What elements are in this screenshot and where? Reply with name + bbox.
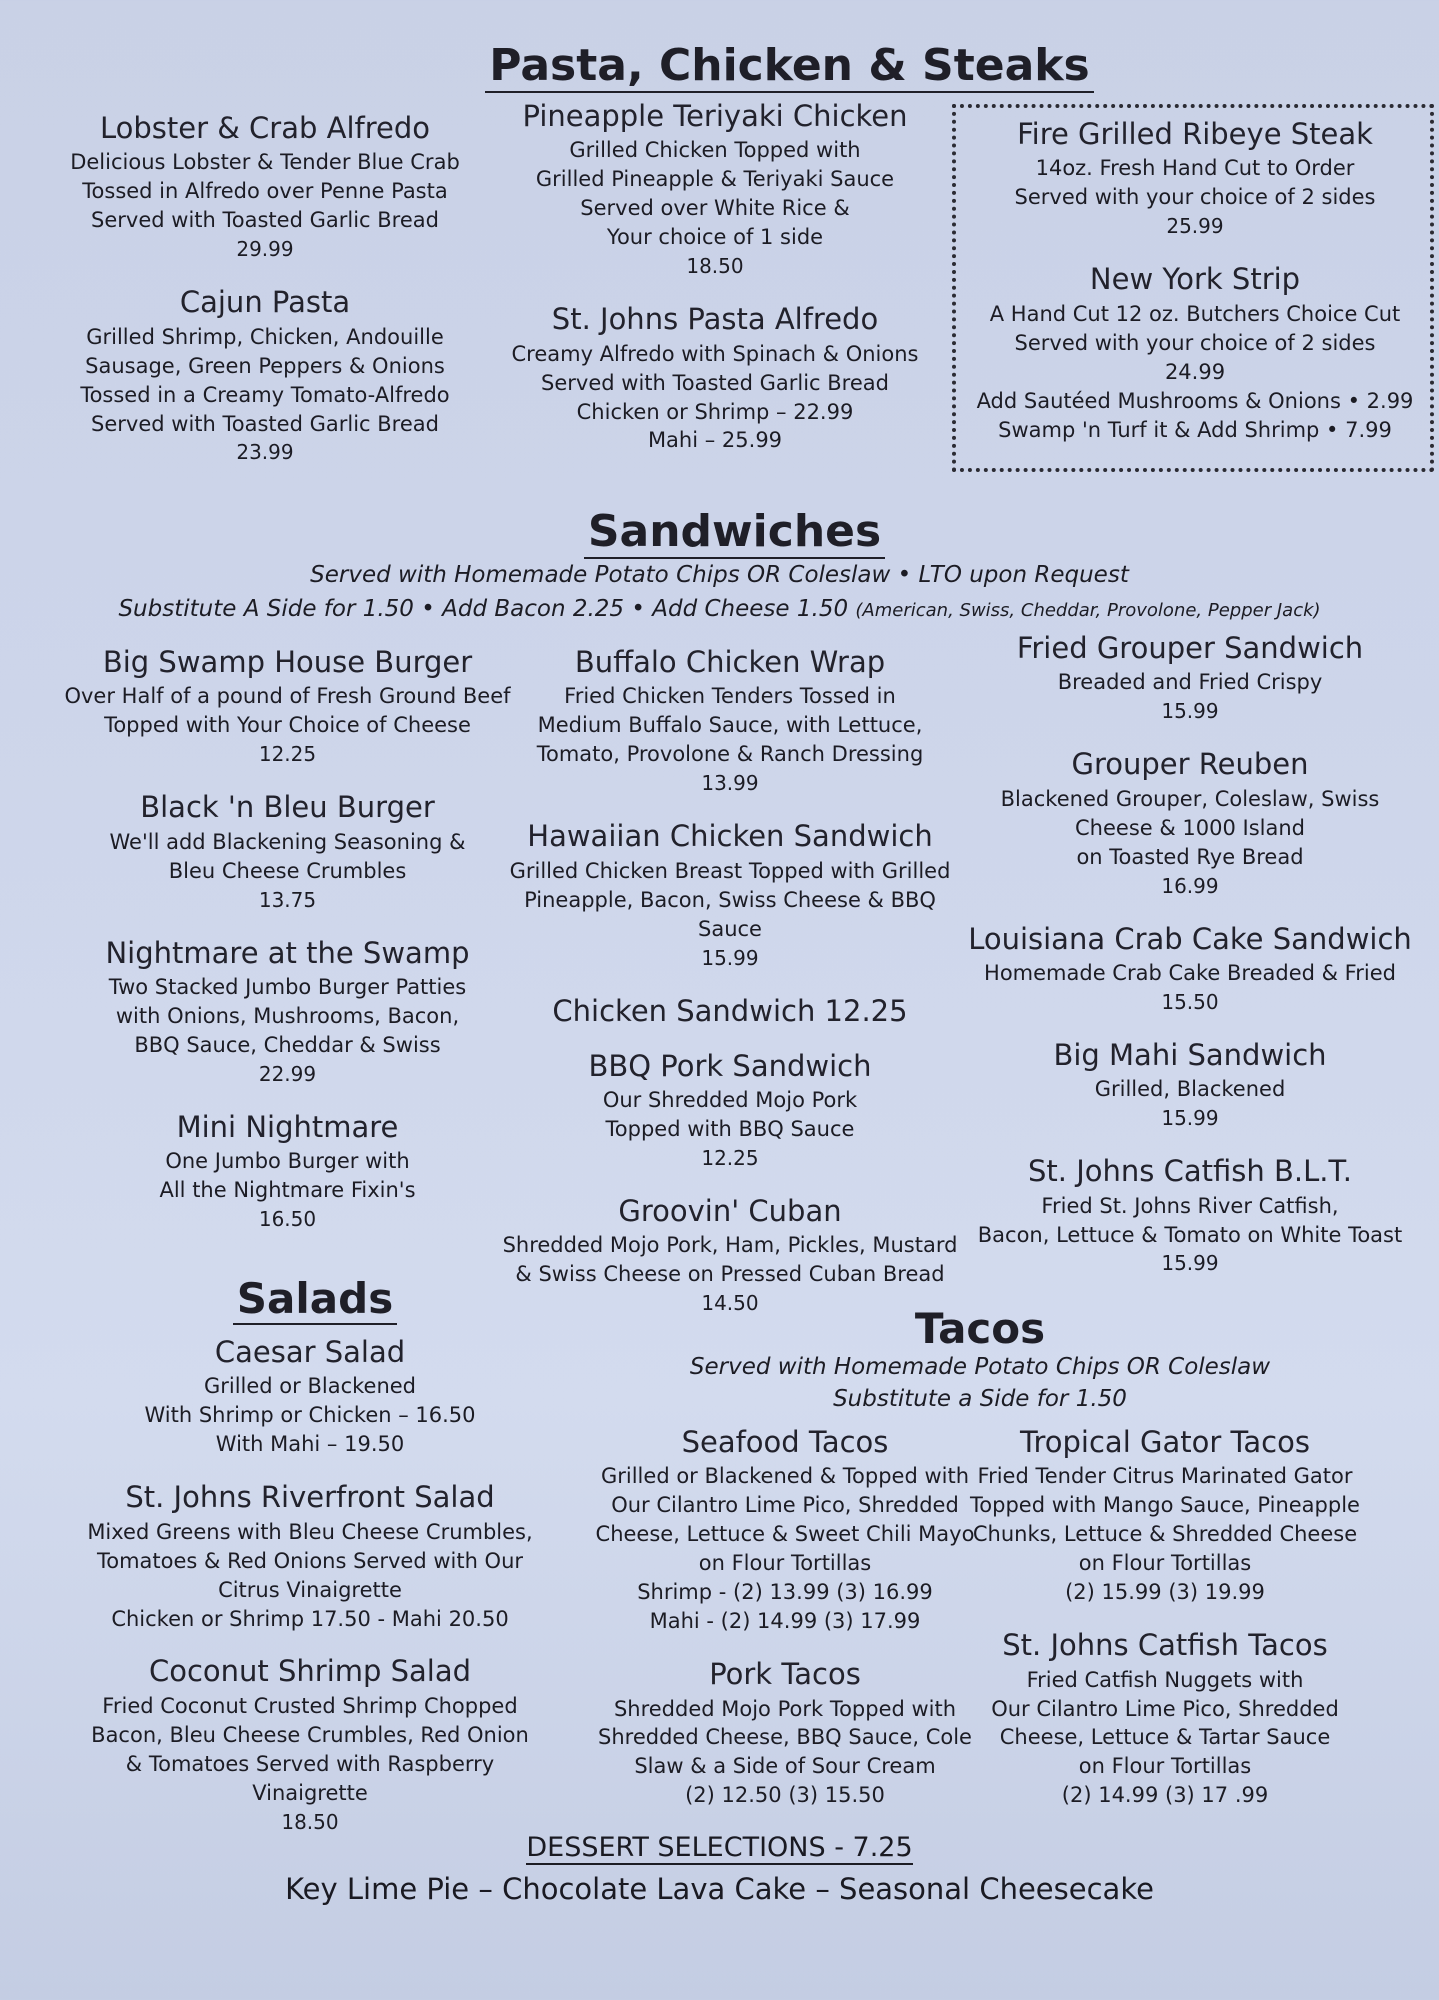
menu-item-description: Grilled Shrimp, Chicken, Andouille	[86, 324, 444, 349]
menu-item-description: Served with your choice of 2 sides	[1014, 330, 1376, 355]
menu-item-description: Medium Buffalo Sauce, with Lettuce,	[537, 713, 923, 738]
menu-item-description: Grilled, Blackened	[1094, 1077, 1286, 1102]
menu-item-description: with Onions, Mushrooms, Bacon,	[115, 1003, 460, 1028]
menu-item-description: Delicious Lobster & Tender Blue Crab	[70, 150, 460, 175]
menu-item-name: Fire Grilled Ribeye Steak	[1017, 117, 1373, 151]
menu-item	[500, 820, 960, 972]
menu-item-description: & Tomatoes Served with Raspberry	[125, 1751, 495, 1776]
menu-item-description: Bacon, Bleu Cheese Crumbles, Red Onion	[91, 1722, 529, 1747]
menu-item-description: Served with Toasted Garlic Bread	[91, 208, 439, 233]
dessert-items: Key Lime Pie – Chocolate Lava Cake – Seasonal Cheesecake	[285, 1872, 1154, 1906]
menu-item-description: Add Sautéed Mushrooms & Onions • 2.99	[976, 388, 1414, 413]
menu-item-description: Chunks, Lettuce & Shredded Cheese	[972, 1522, 1358, 1547]
menu-item-description: Our Cilantro Lime Pico, Shredded	[611, 1493, 959, 1518]
menu-item	[970, 1629, 1360, 1810]
menu-item-name: Big Mahi Sandwich	[1053, 1037, 1327, 1072]
menu-item-description: All the Nightmare Fixin's	[159, 1178, 416, 1203]
menu-item	[490, 303, 940, 455]
menu-item-description: Pineapple, Bacon, Swiss Cheese & BBQ Sauce	[524, 887, 936, 941]
menu-item-description: Grilled Chicken Breast Topped with Grilled	[509, 858, 951, 883]
menu-item-price: 13.75	[258, 887, 317, 912]
menu-item-name: New York Strip	[1089, 262, 1301, 297]
sandwiches-note-1: Served with Homemade Potato Chips OR Coleslaw • LTO upon Request	[310, 562, 1129, 588]
menu-item	[60, 1655, 560, 1836]
section-title-tacos: Tacos	[914, 1304, 1046, 1353]
sandwiches-column-left	[55, 646, 520, 1256]
menu-item	[55, 937, 520, 1089]
menu-item-description: Topped with Your Choice of Cheese	[104, 713, 471, 738]
menu-item	[960, 263, 1430, 444]
menu-item-description: Served over White Rice &	[580, 196, 850, 221]
menu-item-description: Topped with Mango Sauce, Pineapple	[970, 1493, 1360, 1518]
menu-item-description: We'll add Blackening Seasoning &	[109, 829, 466, 854]
menu-item-price: 15.50	[1161, 989, 1219, 1014]
menu-item-description: Fried Chicken Tenders Tossed in	[564, 684, 896, 709]
menu-item-description: Over Half of a pound of Fresh Ground Beef	[64, 684, 511, 709]
menu-item-price: 12.25	[258, 742, 317, 767]
dessert-title: DESSERT SELECTIONS - 7.25	[526, 1832, 913, 1863]
menu-item-name: Nightmare at the Swamp	[105, 935, 470, 970]
menu-item	[40, 112, 490, 264]
menu-item	[960, 1155, 1420, 1278]
menu-item-description: Bleu Cheese Crumbles	[168, 858, 407, 883]
menu-item-description: Chicken or Shrimp 17.50 - Mahi 20.50	[111, 1606, 509, 1631]
menu-item-price: 18.50	[281, 1809, 339, 1834]
menu-item-name: St. Johns Catfish Tacos	[1002, 1628, 1328, 1663]
salads-column	[60, 1336, 560, 1859]
menu-item	[500, 646, 960, 798]
menu-item-name: Caesar Salad	[214, 1335, 406, 1369]
menu-item-description: Cheese & 1000 Island	[1075, 815, 1305, 840]
menu-item-price: 15.99	[1161, 699, 1219, 724]
menu-item	[40, 286, 490, 467]
menu-item-description: Blackened Grouper, Coleslaw, Swiss	[1000, 786, 1380, 811]
menu-item	[500, 995, 960, 1028]
menu-item-description: Cheese, Lettuce & Tartar Sauce	[999, 1725, 1331, 1750]
menu-item	[500, 1050, 960, 1173]
menu-item-description: Served with Toasted Garlic Bread	[541, 370, 889, 395]
menu-item-name: St. Johns Pasta Alfredo	[551, 302, 879, 337]
pasta-column-left	[40, 112, 490, 489]
menu-item-name: BBQ Pork Sandwich	[588, 1048, 872, 1083]
menu-item-description: Grilled or Blackened & Topped with	[600, 1464, 969, 1489]
menu-item-description: on Toasted Rye Bread	[1076, 844, 1304, 869]
menu-item-description: Tomatoes & Red Onions Served with Our	[96, 1548, 524, 1573]
menu-item-description: Grilled Chicken Topped with	[569, 138, 861, 163]
menu-item-name: Hawaiian Chicken Sandwich	[527, 819, 933, 854]
menu-item-description: Tossed in Alfredo over Penne Pasta	[82, 179, 448, 204]
menu-item-description: Breaded and Fried Crispy	[1057, 670, 1323, 695]
menu-item-price: 15.99	[1161, 1251, 1219, 1276]
menu-item-description: (2) 12.50 (3) 15.50	[685, 1783, 885, 1808]
menu-item-description: Fried Tender Citrus Marinated Gator	[977, 1464, 1353, 1489]
menu-item-description: With Mahi – 19.50	[215, 1432, 405, 1457]
menu-item-price: 13.99	[701, 771, 759, 796]
menu-item-description: Topped with BBQ Sauce	[605, 1117, 855, 1142]
menu-item-price: 14.50	[701, 1291, 759, 1316]
sandwiches-column-right	[960, 632, 1420, 1300]
menu-item-description: Your choice of 1 side	[606, 225, 824, 250]
menu-item-description: Fried Catfish Nuggets with	[1026, 1667, 1304, 1692]
menu-item-name: Cajun Pasta	[179, 285, 351, 320]
menu-item-description: With Shrimp or Chicken – 16.50	[144, 1403, 476, 1428]
menu-item-name: Chicken Sandwich 12.25	[552, 993, 908, 1028]
menu-item-name: Coconut Shrimp Salad	[148, 1654, 472, 1689]
menu-item	[590, 1426, 980, 1636]
sandwiches-column-middle	[500, 646, 960, 1340]
menu-item-name: Big Swamp House Burger	[102, 645, 473, 679]
menu-item-price: 15.99	[701, 945, 759, 970]
menu-item-description: Vinaigrette	[252, 1780, 368, 1805]
tacos-note-1: Served with Homemade Potato Chips OR Coleslaw	[689, 1354, 1271, 1380]
menu-item-description: Citrus Vinaigrette	[218, 1577, 402, 1602]
menu-item	[970, 1426, 1360, 1607]
menu-item-name: Groovin' Cuban	[618, 1194, 842, 1229]
menu-item-description: Cheese, Lettuce & Sweet Chili Mayo	[595, 1522, 975, 1547]
menu-item-name: Grouper Reuben	[1071, 747, 1309, 782]
menu-item	[55, 791, 520, 914]
menu-item-description: on Flour Tortillas	[698, 1551, 872, 1576]
menu-item-description: Fried St. Johns River Catfish,	[1041, 1193, 1339, 1218]
menu-item-description: Mahi – 25.99	[647, 428, 783, 453]
menu-item-name: St. Johns Catfish B.L.T.	[1028, 1154, 1352, 1189]
menu-item-description: Sausage, Green Peppers & Onions	[85, 353, 445, 378]
menu-item-price: 16.99	[1161, 873, 1219, 898]
tacos-note-2: Substitute a Side for 1.50	[833, 1386, 1127, 1412]
menu-item	[55, 1111, 520, 1234]
menu-item-price: 22.99	[258, 1061, 317, 1086]
menu-item-description: Tomato, Provolone & Ranch Dressing	[536, 742, 924, 767]
menu-item-name: Louisiana Crab Cake Sandwich	[968, 921, 1412, 956]
menu-item-description: Chicken or Shrimp – 22.99	[576, 399, 854, 424]
menu-item-description: Two Stacked Jumbo Burger Patties	[108, 974, 467, 999]
menu-item-description: (2) 15.99 (3) 19.99	[1065, 1580, 1265, 1605]
menu-item-name: Tropical Gator Tacos	[1020, 1425, 1310, 1459]
menu-item-description: Mixed Greens with Bleu Cheese Crumbles,	[87, 1519, 533, 1544]
menu-item-name: Pineapple Teriyaki Chicken	[522, 99, 908, 133]
menu-item-description: 24.99	[1164, 359, 1226, 384]
menu-item-description: on Flour Tortillas	[1078, 1551, 1252, 1576]
menu-item-description: Swamp 'n Turf it & Add Shrimp • 7.99	[998, 417, 1392, 442]
menu-item-description: Tossed in a Creamy Tomato-Alfredo	[80, 382, 450, 407]
menu-item-description: Our Shredded Mojo Pork	[602, 1088, 858, 1113]
menu-item-price: 16.50	[258, 1207, 317, 1232]
menu-item	[960, 923, 1420, 1017]
menu-item-description: Homemade Crab Cake Breaded & Fried	[984, 960, 1396, 985]
menu-item-description: Served with your choice of 2 sides	[1014, 185, 1376, 210]
menu-item-name: Mini Nightmare	[176, 1109, 399, 1144]
menu-item	[960, 1039, 1420, 1133]
menu-item-description: Slaw & a Side of Sour Cream	[634, 1754, 936, 1779]
menu-item-description: Mahi - (2) 14.99 (3) 17.99	[649, 1609, 921, 1634]
menu-item-price: 23.99	[236, 440, 294, 465]
menu-item-description: BBQ Sauce, Cheddar & Swiss	[134, 1032, 441, 1057]
menu-item-price: 12.25	[701, 1146, 759, 1171]
menu-item-description: Shrimp - (2) 13.99 (3) 16.99	[637, 1580, 933, 1605]
section-title-pasta: Pasta, Chicken & Steaks	[70, 40, 1439, 91]
menu-item-description: Bacon, Lettuce & Tomato on White Toast	[977, 1222, 1403, 1247]
menu-item-description: Fried Coconut Crusted Shrimp Chopped	[102, 1693, 518, 1718]
menu-item	[960, 632, 1420, 726]
menu-item-description: Grilled Pineapple & Teriyaki Sauce	[535, 167, 895, 192]
menu-item-description: A Hand Cut 12 oz. Butchers Choice Cut	[989, 301, 1401, 326]
menu-item	[60, 1481, 560, 1633]
menu-item-price: 15.99	[1161, 1106, 1219, 1131]
menu-item-price: 29.99	[236, 237, 294, 262]
menu-item-description: 14oz. Fresh Hand Cut to Order	[1035, 156, 1355, 181]
menu-item-name: Fried Grouper Sandwich	[1016, 631, 1364, 665]
tacos-column-right	[970, 1426, 1360, 1832]
tacos-column-left	[590, 1426, 980, 1832]
menu-item-name: Buffalo Chicken Wrap	[574, 645, 886, 679]
menu-item-description: (2) 14.99 (3) 17 .99	[1061, 1783, 1269, 1808]
menu-item-description: Shredded Cheese, BBQ Sauce, Cole	[598, 1725, 972, 1750]
section-title-salads: Salads	[0, 1274, 630, 1323]
menu-item-description: One Jumbo Burger with	[165, 1149, 410, 1174]
section-title-sandwiches: Sandwiches	[15, 506, 1439, 557]
menu-item-description: on Flour Tortillas	[1078, 1754, 1252, 1779]
menu-item-description: Creamy Alfredo with Spinach & Onions	[511, 341, 919, 366]
menu-item-description: Grilled or Blackened	[203, 1374, 417, 1399]
menu-item-price: 25.99	[1166, 214, 1224, 239]
menu-item-name: Black 'n Bleu Burger	[140, 790, 435, 825]
menu-item	[490, 100, 940, 281]
menu-item	[960, 118, 1430, 241]
menu-item-name: Seafood Tacos	[681, 1425, 889, 1459]
menu-item-description: Shredded Mojo Pork, Ham, Pickles, Mustard	[502, 1233, 958, 1258]
menu-item	[55, 646, 520, 769]
menu-item-name: Lobster & Crab Alfredo	[99, 111, 431, 145]
menu-item-description: Served with Toasted Garlic Bread	[91, 411, 439, 436]
pasta-column-right	[960, 118, 1430, 466]
menu-item-description: Shredded Mojo Pork Topped with	[613, 1696, 957, 1721]
menu-item	[590, 1658, 980, 1810]
menu-item	[60, 1336, 560, 1459]
sandwiches-note-2: Substitute A Side for 1.50 • Add Bacon 2.25 • Add Cheese 1.50 (American, Swiss, Cheddar, Provolone, Pepper Jack)	[118, 596, 1321, 622]
menu-item-name: St. Johns Riverfront Salad	[125, 1480, 495, 1515]
pasta-column-middle	[490, 100, 940, 477]
menu-item-description: Our Cilantro Lime Pico, Shredded	[991, 1696, 1339, 1721]
menu-item	[960, 748, 1420, 900]
menu-item-name: Pork Tacos	[709, 1657, 861, 1692]
menu-item-description: & Swiss Cheese on Pressed Cuban Bread	[515, 1262, 945, 1287]
menu-item-price: 18.50	[686, 254, 744, 279]
